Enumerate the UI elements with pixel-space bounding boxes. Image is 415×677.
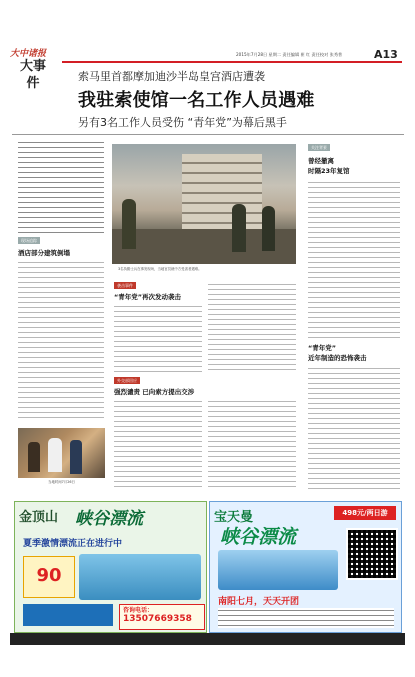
footer-ad-strip bbox=[10, 633, 405, 645]
article-headline: 我驻索使馆一名工作人员遇难 bbox=[78, 90, 315, 111]
soldier-shape bbox=[232, 204, 246, 252]
main-photo bbox=[112, 144, 296, 264]
ad-right-details bbox=[218, 608, 394, 628]
building-shape bbox=[182, 154, 262, 232]
right-tag-1: 关注背景 bbox=[308, 144, 330, 151]
person-shape bbox=[48, 438, 62, 472]
main-photo-caption: 3名执勤士兵在事发现场，当地官员就中方受害者遇难。 bbox=[118, 267, 202, 271]
right-title-2a: “青年党” bbox=[308, 344, 337, 352]
ad-left[interactable] bbox=[14, 501, 207, 633]
divider bbox=[12, 134, 404, 135]
soldier-shape bbox=[262, 206, 275, 251]
ad-right-raft-image bbox=[218, 550, 338, 590]
header-rule bbox=[62, 61, 402, 63]
article-kicker: 索马里首都摩加迪沙半岛皇宫酒店遭袭 bbox=[78, 70, 265, 83]
left-sidebar-title: 酒店部分建筑倒塌 bbox=[18, 249, 70, 257]
center-tag-2: 外交部回应 bbox=[114, 377, 140, 384]
center-body-2a bbox=[114, 399, 202, 491]
ad-right-brand: 宝天曼 bbox=[214, 510, 254, 525]
masthead-logo: 大中诸报 bbox=[10, 49, 47, 59]
ad-right-title: 峡谷漂流 bbox=[220, 526, 297, 548]
ad-left-slogan: 夏季激情漂流正在进行中 bbox=[23, 539, 123, 549]
ad-left-raft-image bbox=[79, 554, 201, 600]
lead-paragraph bbox=[18, 140, 104, 235]
ad-right[interactable] bbox=[209, 501, 402, 633]
ad-left-phone-label: 咨询电话： bbox=[123, 607, 154, 614]
center-body-1b bbox=[208, 282, 296, 374]
right-body-2 bbox=[308, 366, 400, 492]
left-photo bbox=[18, 428, 105, 478]
left-photo-caption: 当地时间7月26日 bbox=[48, 480, 75, 484]
center-title-2: 强烈谴责 已向索方提出交涉 bbox=[114, 388, 195, 396]
soldier-shape bbox=[122, 199, 136, 249]
ad-left-brand: 金顶山 bbox=[19, 510, 59, 525]
ad-left-phone: 13507669358 bbox=[123, 614, 192, 624]
ad-right-price-tag: 498元/两日游 bbox=[334, 506, 396, 520]
section-tag: 大事件 bbox=[19, 59, 46, 91]
ad-left-price-box bbox=[23, 556, 75, 598]
ad-left-phone-box[interactable] bbox=[119, 604, 205, 630]
article-subhead: 另有3名工作人员受伤 “青年党”为幕后黑手 bbox=[78, 116, 287, 129]
ad-left-price: 90 bbox=[36, 565, 62, 586]
right-title-1a: 曾经撤离 bbox=[308, 157, 334, 165]
right-body-1 bbox=[308, 180, 400, 340]
header-meta: 2015年7月28日 星期二 责任编辑 崔 红 责任校对 张秀普 bbox=[236, 52, 343, 57]
person-shape bbox=[28, 442, 40, 472]
left-sidebar-body bbox=[18, 260, 104, 422]
center-title-1: “青年党”再次发动袭击 bbox=[114, 293, 182, 301]
ad-right-slogan: 南阳七月，天天开团 bbox=[218, 597, 300, 607]
person-shape bbox=[70, 440, 82, 474]
page-number: A13 bbox=[374, 48, 398, 61]
center-body-2b bbox=[208, 399, 296, 491]
qr-code-icon[interactable] bbox=[346, 528, 398, 580]
right-title-2b: 近年制造的恐怖袭击 bbox=[308, 354, 367, 362]
center-body-1a bbox=[114, 304, 202, 374]
left-sidebar-tag: 现场追踪 bbox=[18, 237, 40, 244]
right-title-1b: 时隔23年复馆 bbox=[308, 167, 350, 175]
center-tag-1: 袭击事件 bbox=[114, 282, 136, 289]
ad-left-title: 峡谷漂流 bbox=[75, 509, 143, 529]
ad-left-banner bbox=[23, 604, 113, 626]
